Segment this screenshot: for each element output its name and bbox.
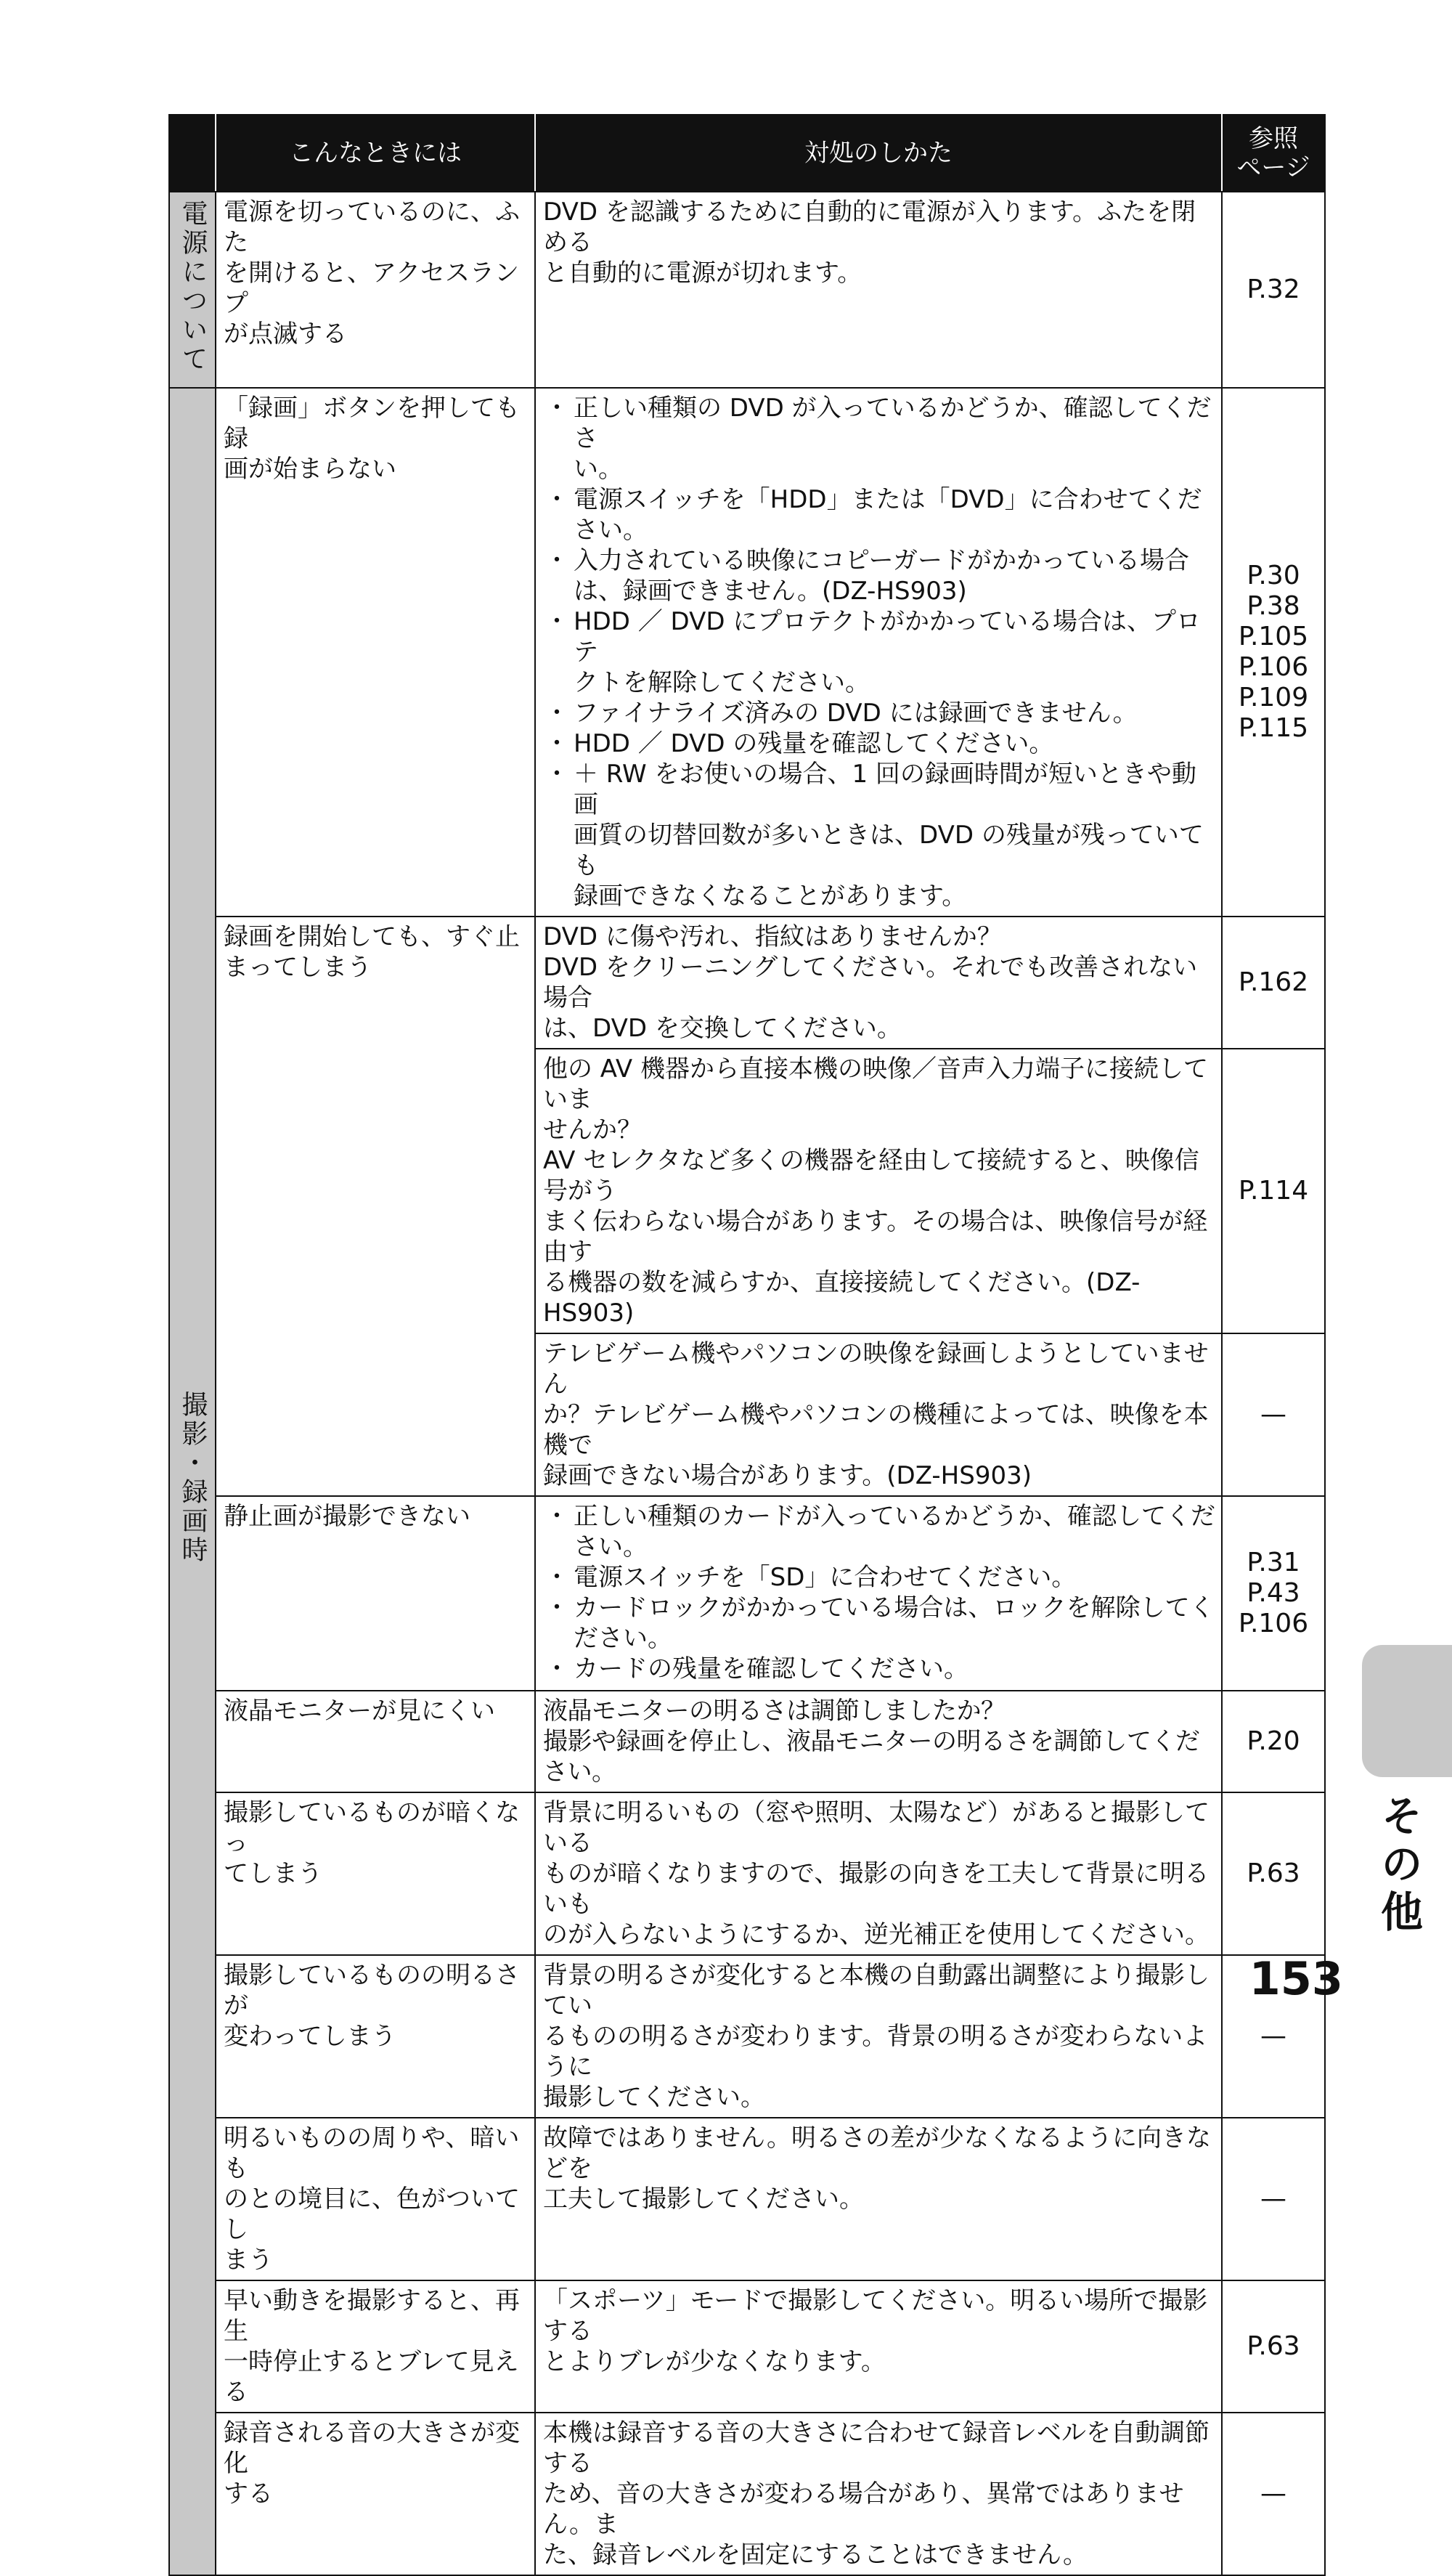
list-item: ・ 電源スイッチを「HDD」または「DVD」に合わせてください。: [544, 485, 1202, 545]
category-label: 撮影・録画時: [178, 1391, 208, 1565]
category-label: 電源について: [178, 200, 208, 374]
bullet-mark: ・: [544, 1563, 569, 1592]
reference-cell: P.114: [1222, 1049, 1325, 1333]
list-item: ・ 正しい種類の DVD が入っているかどうか、確認してくださ い。: [544, 394, 1212, 484]
reference-cell: P.63: [1222, 1792, 1325, 1955]
symptom-cell: 撮影しているものが暗くなっ てしまう: [216, 1792, 535, 1955]
bullet-mark: ・: [544, 760, 569, 789]
solution-cell: 背景の明るさが変化すると本機の自動露出調整により撮影してい るものの明るさが変わります。背景の明るさが変わらないように 撮影してください。: [535, 1955, 1222, 2118]
solution-cell: [535, 1496, 1222, 1691]
category-power: [169, 192, 216, 388]
symptom-cell: 「録画」ボタンを押しても録 画が始まらない: [216, 388, 535, 917]
symptom-cell: 撮影しているものの明るさが 変わってしまう: [216, 1955, 535, 2118]
symptom-cell: 録画を開始しても、すぐ止 まってしまう: [216, 917, 535, 1496]
reference-cell: P.63: [1222, 2280, 1325, 2413]
table-header-row: [169, 115, 1325, 192]
symptom-cell: 明るいものの周りや、暗いも のとの境目に、色がついてし まう: [216, 2118, 535, 2280]
solution-cell: テレビゲーム機やパソコンの映像を録画しようとしていません か？テレビゲーム機やパソコンの機種によっては、映像を本機で 録画できない場合があります。(DZ-HS903): [535, 1333, 1222, 1496]
bullet-mark: ・: [544, 394, 569, 423]
reference-cell: P.32: [1222, 192, 1325, 388]
header-reference: 参照 ページ: [1222, 115, 1325, 192]
table-row: [169, 388, 1325, 917]
solution-cell: 他の AV 機器から直接本機の映像／音声入力端子に接続していま せんか？ AV セレクタなど多くの機器を経由して接続すると、映像信号がう まく伝わらない場合があります。その場合は、映像信号が経由す る機器の数を減らすか、直接接続してください。(DZ-HS903): [535, 1049, 1222, 1333]
bullet-mark: ・: [544, 546, 569, 575]
bullet-mark: ・: [544, 1593, 569, 1622]
solution-cell: 本機は録音する音の大きさに合わせて録音レベルを自動調節する ため、音の大きさが変わる場合があり、異常ではありません。ま た、録音レベルを固定にすることはできません。: [535, 2413, 1222, 2575]
category-recording: [169, 388, 216, 2575]
table-row: [169, 192, 1325, 388]
bullet-mark: ・: [544, 699, 569, 728]
symptom-cell: 録音される音の大きさが変化 する: [216, 2413, 535, 2575]
table-row: [169, 2413, 1325, 2575]
header-symptom: こんなときには: [216, 115, 535, 192]
table-row: [169, 1792, 1325, 1955]
bullet-mark: ・: [544, 607, 569, 636]
section-tab: [1362, 1645, 1452, 1777]
bullet-mark: ・: [544, 485, 569, 514]
symptom-cell: 静止画が撮影できない: [216, 1496, 535, 1691]
solution-cell: 「スポーツ」モードで撮影してください。明るい場所で撮影する とよりブレが少なくなります。: [535, 2280, 1222, 2413]
page-number: 153: [1249, 1952, 1343, 2005]
list-item: ・ 電源スイッチを「SD」に合わせてください。: [544, 1563, 1077, 1592]
reference-cell: P.30 P.38 P.105 P.106 P.109 P.115: [1222, 388, 1325, 917]
symptom-cell: 液晶モニターが見にくい: [216, 1691, 535, 1792]
list-item: ・ 入力されている映像にコピーガードがかかっている場合 は、録画できません。(DZ-HS903): [544, 546, 1189, 606]
table-row: [169, 2118, 1325, 2280]
list-item: ・ HDD ／ DVD にプロテクトがかかっている場合は、プロテ クトを解除してください。: [544, 607, 1202, 697]
header-solution: 対処のしかた: [535, 115, 1222, 192]
reference-cell: P.20: [1222, 1691, 1325, 1792]
reference-cell: —: [1222, 2118, 1325, 2280]
list-item: ・ カードロックがかかっている場合は、ロックを解除してく ださい。: [544, 1593, 1215, 1653]
list-item: ・ HDD ／ DVD の残量を確認してください。: [544, 729, 1054, 758]
table-row: [169, 1955, 1325, 2118]
header-corner: [169, 115, 216, 192]
solution-cell: DVD を認識するために自動的に電源が入ります。ふたを閉める と自動的に電源が切れます。: [535, 192, 1222, 388]
table-row: [169, 1691, 1325, 1792]
reference-cell: —: [1222, 2413, 1325, 2575]
reference-cell: P.162: [1222, 917, 1325, 1049]
bullet-mark: ・: [544, 1502, 569, 1531]
table-row: [169, 917, 1325, 1049]
solution-list: [543, 1501, 1217, 1684]
solution-cell: 故障ではありません。明るさの差が少なくなるように向きなどを 工夫して撮影してください。: [535, 2118, 1222, 2280]
list-item: ・ 正しい種類のカードが入っているかどうか、確認してくだ さい。: [544, 1502, 1215, 1561]
solution-cell: [535, 388, 1222, 917]
bullet-mark: ・: [544, 1654, 569, 1683]
list-item: ・ カードの残量を確認してください。: [544, 1654, 968, 1683]
solution-cell: 背景に明るいもの（窓や照明、太陽など）があると撮影している ものが暗くなりますので、撮影の向きを工夫して背景に明るいも のが入らないようにするか、逆光補正を使用してください。: [535, 1792, 1222, 1955]
reference-cell: —: [1222, 1955, 1325, 2118]
solution-cell: DVD に傷や汚れ、指紋はありませんか？ DVD をクリーニングしてください。それでも改善されない場合 は、DVD を交換してください。: [535, 917, 1222, 1049]
symptom-cell: 電源を切っているのに、ふた を開けると、アクセスランプ が点滅する: [216, 192, 535, 388]
troubleshooting-table: [168, 114, 1326, 2576]
reference-cell: —: [1222, 1333, 1325, 1496]
solution-cell: 液晶モニターの明るさは調節しましたか？ 撮影や録画を停止し、液晶モニターの明るさを調節してください。: [535, 1691, 1222, 1792]
list-item: ・ ＋ RW をお使いの場合、1 回の録画時間が短いときや動画 画質の切替回数が多いときは、DVD の残量が残っていても 録画できなくなることがあります。: [544, 760, 1204, 911]
table-row: [169, 2280, 1325, 2413]
reference-cell: P.31 P.43 P.106: [1222, 1496, 1325, 1691]
table-row: [169, 1496, 1325, 1691]
symptom-cell: 早い動きを撮影すると、再生 一時停止するとブレて見える: [216, 2280, 535, 2413]
list-item: ・ ファイナライズ済みの DVD には録画できません。: [544, 699, 1138, 728]
bullet-mark: ・: [544, 729, 569, 758]
section-label: その他: [1374, 1794, 1423, 1938]
solution-list: [543, 393, 1217, 911]
